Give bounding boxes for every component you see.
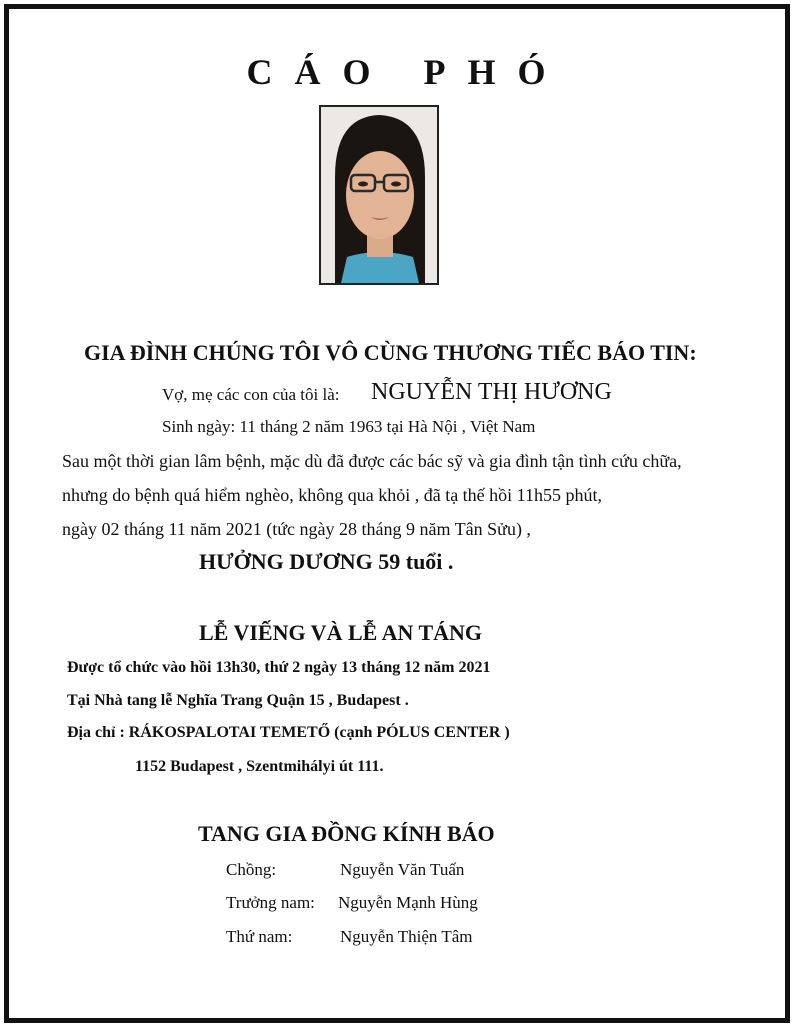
ceremony-address-1: Địa chỉ : RÁKOSPALOTAI TEMETŐ (cạnh PÓLUS CENTER ) bbox=[67, 724, 510, 741]
age-line: HƯỞNG DƯƠNG 59 tuổi . bbox=[199, 549, 454, 574]
passing-line-3: ngày 02 tháng 11 năm 2021 (tức ngày 28 tháng 9 năm Tân Sửu) , bbox=[62, 519, 531, 539]
passing-line-2: nhưng do bệnh quá hiểm nghèo, không qua khỏi , đã tạ thế hồi 11h55 phút, bbox=[62, 485, 603, 505]
ceremony-address-2: 1152 Budapest , Szentmihályi út 111. bbox=[135, 758, 384, 775]
family-role-second-son: Thứ nam: bbox=[226, 927, 293, 946]
ceremony-place: Tại Nhà tang lễ Nghĩa Trang Quận 15 , Budapest . bbox=[67, 692, 409, 709]
family-name-husband: Nguyễn Văn Tuấn bbox=[340, 860, 465, 879]
ceremony-heading: LỄ VIẾNG VÀ LỄ AN TÁNG bbox=[199, 620, 483, 645]
deceased-prefix: Vợ, mẹ các con của tôi là: bbox=[162, 385, 340, 404]
family-name-eldest-son: Nguyễn Mạnh Hùng bbox=[338, 893, 478, 912]
portrait-photo bbox=[319, 105, 439, 285]
family-name-second-son: Nguyễn Thiện Tâm bbox=[340, 927, 473, 946]
deceased-name: NGUYỄN THỊ HƯƠNG bbox=[371, 379, 612, 405]
passing-line-1: Sau một thời gian lâm bệnh, mặc dù đã được các bác sỹ và gia đình tận tình cứu chữa, bbox=[62, 451, 682, 471]
portrait-image bbox=[321, 107, 437, 283]
page-title: CÁO PHÓ bbox=[246, 52, 568, 92]
family-role-eldest-son: Trưởng nam: bbox=[226, 893, 315, 912]
ceremony-time: Được tổ chức vào hồi 13h30, thứ 2 ngày 13 tháng 12 năm 2021 bbox=[67, 659, 491, 676]
announcement-heading: GIA ĐÌNH CHÚNG TÔI VÔ CÙNG THƯƠNG TIẾC BÁO TIN: bbox=[84, 340, 697, 365]
family-heading: TANG GIA ĐỒNG KÍNH BÁO bbox=[198, 821, 495, 846]
family-role-husband: Chồng: bbox=[226, 860, 277, 879]
birth-info: Sinh ngày: 11 tháng 2 năm 1963 tại Hà Nội , Việt Nam bbox=[162, 417, 536, 436]
